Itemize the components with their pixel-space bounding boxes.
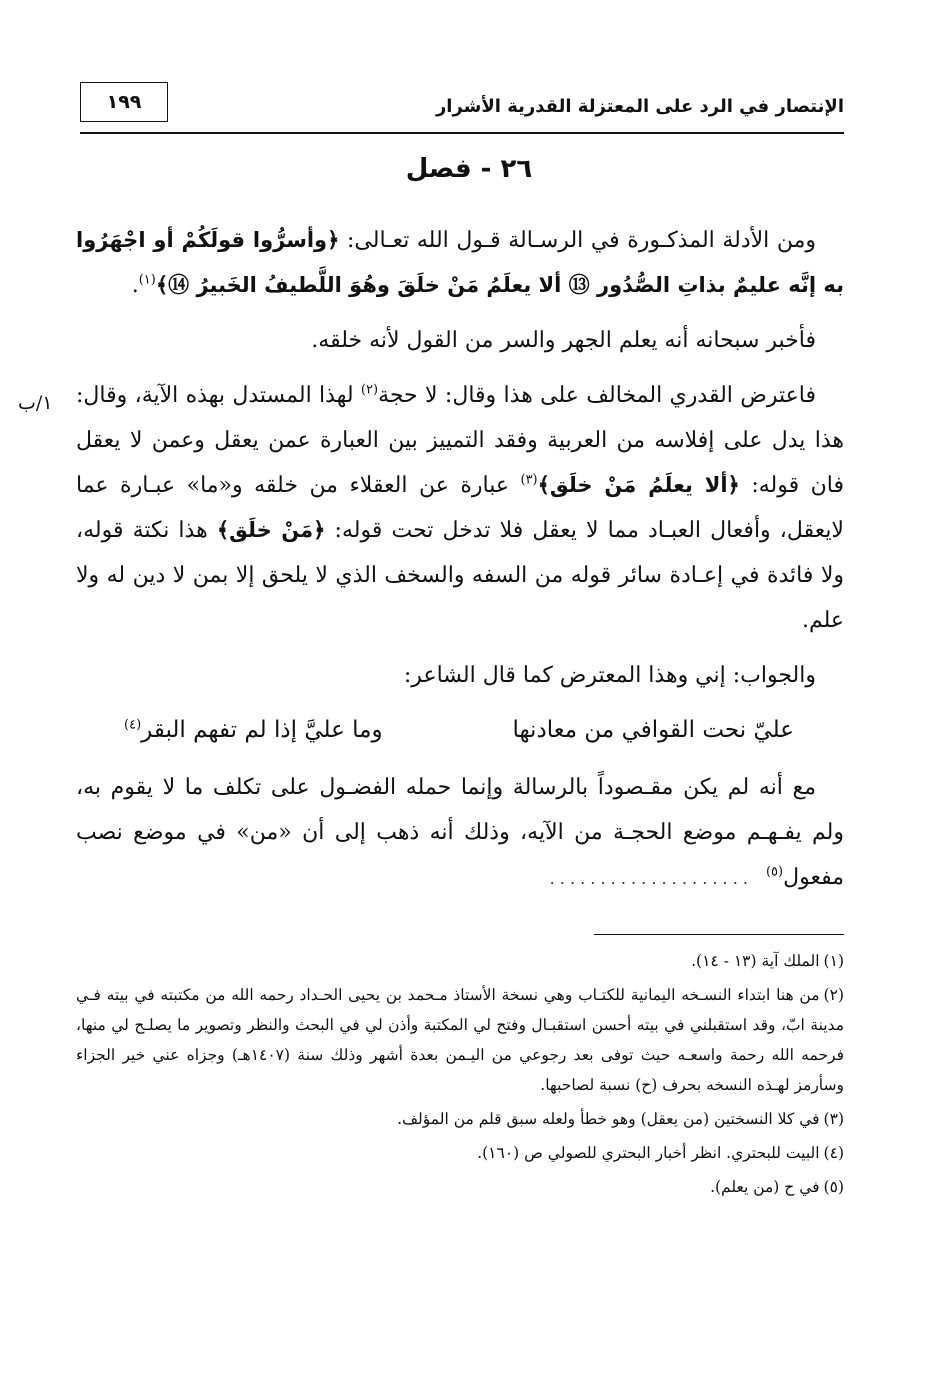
- quran-quote: ﴿وأسرُّوا قولَكُمْ أو اجْهَرُوا به إنَّه عليمٌ بذاتِ الصُّدُور ⑬ ألا يعلَمُ مَنْ خلَقَ وهُوَ اللَّطيفُ الخَبيرُ ⑭﴾: [76, 228, 844, 297]
- verse-hemistich-2: وما عليَّ إذا لم تفهم البقر: [141, 717, 383, 743]
- footnote-number: (١): [823, 952, 844, 970]
- paragraph-1-text: ومن الأدلة المذكـورة في الرسـالة قـول الله تعـالى:: [339, 228, 816, 253]
- footnote-ref-4: (٤): [124, 717, 142, 733]
- paragraph-3: [76, 373, 844, 643]
- continuation-dots: . . . . . . . . . . . . . . . . . . . .: [549, 869, 748, 888]
- footnote-1: [76, 946, 844, 976]
- paragraph-2: فأخبر سبحانه أنه يعلم الجهر والسر من القول لأنه خلقه.: [311, 328, 816, 353]
- footnote-text: الملك آية (١٣ - ١٤).: [691, 952, 820, 970]
- poetry-verse: [76, 708, 844, 753]
- quran-quote: ﴿مَنْ خلَق﴾: [216, 518, 326, 542]
- chapter-heading: ٢٦ - فصل: [405, 154, 533, 184]
- footnote-5: [76, 1172, 844, 1202]
- footnote-text: من هنا ابتداء النسـخه اليمانية للكتـاب وهي نسخة الأستاذ مـحمد بن يحيى الحـداد رحمه الله من مكتبته في بيته فـي مدينة ابّ، وقد استقبلني في بيته أحسن استقبـال وفتح لي المكتبة وأذن لي في البحث والنظر وتصوير ما يصلـح لي منها، فرحمه الله رحمة واسعـه حيث توفى بعد رجوعي من اليـمن بعدة أشهر وذلك سنة (١٤٠٧هـ) وجزاه عني خير الجزاء وسأرمز لهـذه النسخه بحرف (ح) نسبة لصاحبها.: [76, 986, 844, 1094]
- verse-hemistich-1: عليّ نحت القوافي من معادنها: [512, 717, 794, 743]
- footnote-number: (٣): [823, 1110, 844, 1128]
- footnote-number: (٤): [823, 1144, 844, 1162]
- footnote-text: البيت للبحتري. انظر أخبار البحتري للصولي ص (١٦٠).: [477, 1144, 820, 1162]
- footnote-text: في ح (من يعلم).: [710, 1178, 820, 1196]
- paragraph-1: [76, 218, 844, 308]
- footnotes: [76, 946, 844, 1206]
- verse-hemistich-2-wrap: [124, 708, 383, 753]
- footnote-ref-5: (٥): [765, 864, 784, 880]
- manuscript-folio-marker: ١/ب: [18, 392, 53, 414]
- running-head-title: الإنتصار في الرد على المعتزلة القدرية الأشرار: [435, 96, 844, 117]
- paragraph-5-text: مع أنه لم يكن مقـصوداً بالرسالة وإنما حمله الفضـول على تكلف ما لا يقوم به، ولم يفـهـم موضع الحجـة من الآيه، وذلك أنه ذهب إلى أن «من» في موضع نصب مفعول: [76, 775, 844, 890]
- paragraph-1-end: .: [131, 273, 139, 298]
- footnote-separator: [594, 934, 844, 935]
- paragraph-5: [76, 765, 844, 901]
- footnote-3: [76, 1104, 844, 1134]
- footnote-ref-3: (٣): [520, 472, 538, 488]
- quran-quote: ﴿ألا يعلَمُ مَنْ خلَق﴾: [537, 473, 740, 497]
- paragraph-3-text-b: لهذا المستدل بهذه الآية، وقال: هذا يدل على إفلاسه من العربية وفقد التمييز بين العبارة عمن يعقل وعمن لا يعقل فان قوله:: [76, 383, 845, 498]
- paragraph-3-text-c: عبارة عن العقلاء من خلقه و«ما» عبـارة عما لايعقل، وأفعال العبـاد مما لا يعقل فلا تدخل تحت قوله:: [76, 473, 844, 543]
- footnote-ref-1: (١): [138, 272, 156, 288]
- page-header: [80, 80, 844, 134]
- footnote-4: [76, 1138, 844, 1168]
- footnote-number: (٥): [823, 1178, 844, 1196]
- footnote-number: (٢): [823, 986, 844, 1004]
- footnote-2: [76, 980, 844, 1100]
- paragraph-3-text-a: فاعترض القدري المخالف على هذا وقال: لا حجة: [378, 383, 816, 408]
- main-text: [76, 218, 844, 911]
- paragraph-3-text-d: هذا نكتة قوله، ولا فائدة في إعـادة سائر قوله من السفه والسخف الذي لا يلحق إلا بمن لا دين له ولا علم.: [76, 518, 844, 633]
- paragraph-4: والجواب: إني وهذا المعترض كما قال الشاعر:: [403, 663, 816, 688]
- footnote-text: في كلا النسختين (من يعقل) وهو خطأ ولعله سبق قلم من المؤلف.: [397, 1110, 820, 1128]
- footnote-ref-2: (٢): [360, 382, 379, 398]
- page-number-box: ١٩٩: [80, 82, 168, 122]
